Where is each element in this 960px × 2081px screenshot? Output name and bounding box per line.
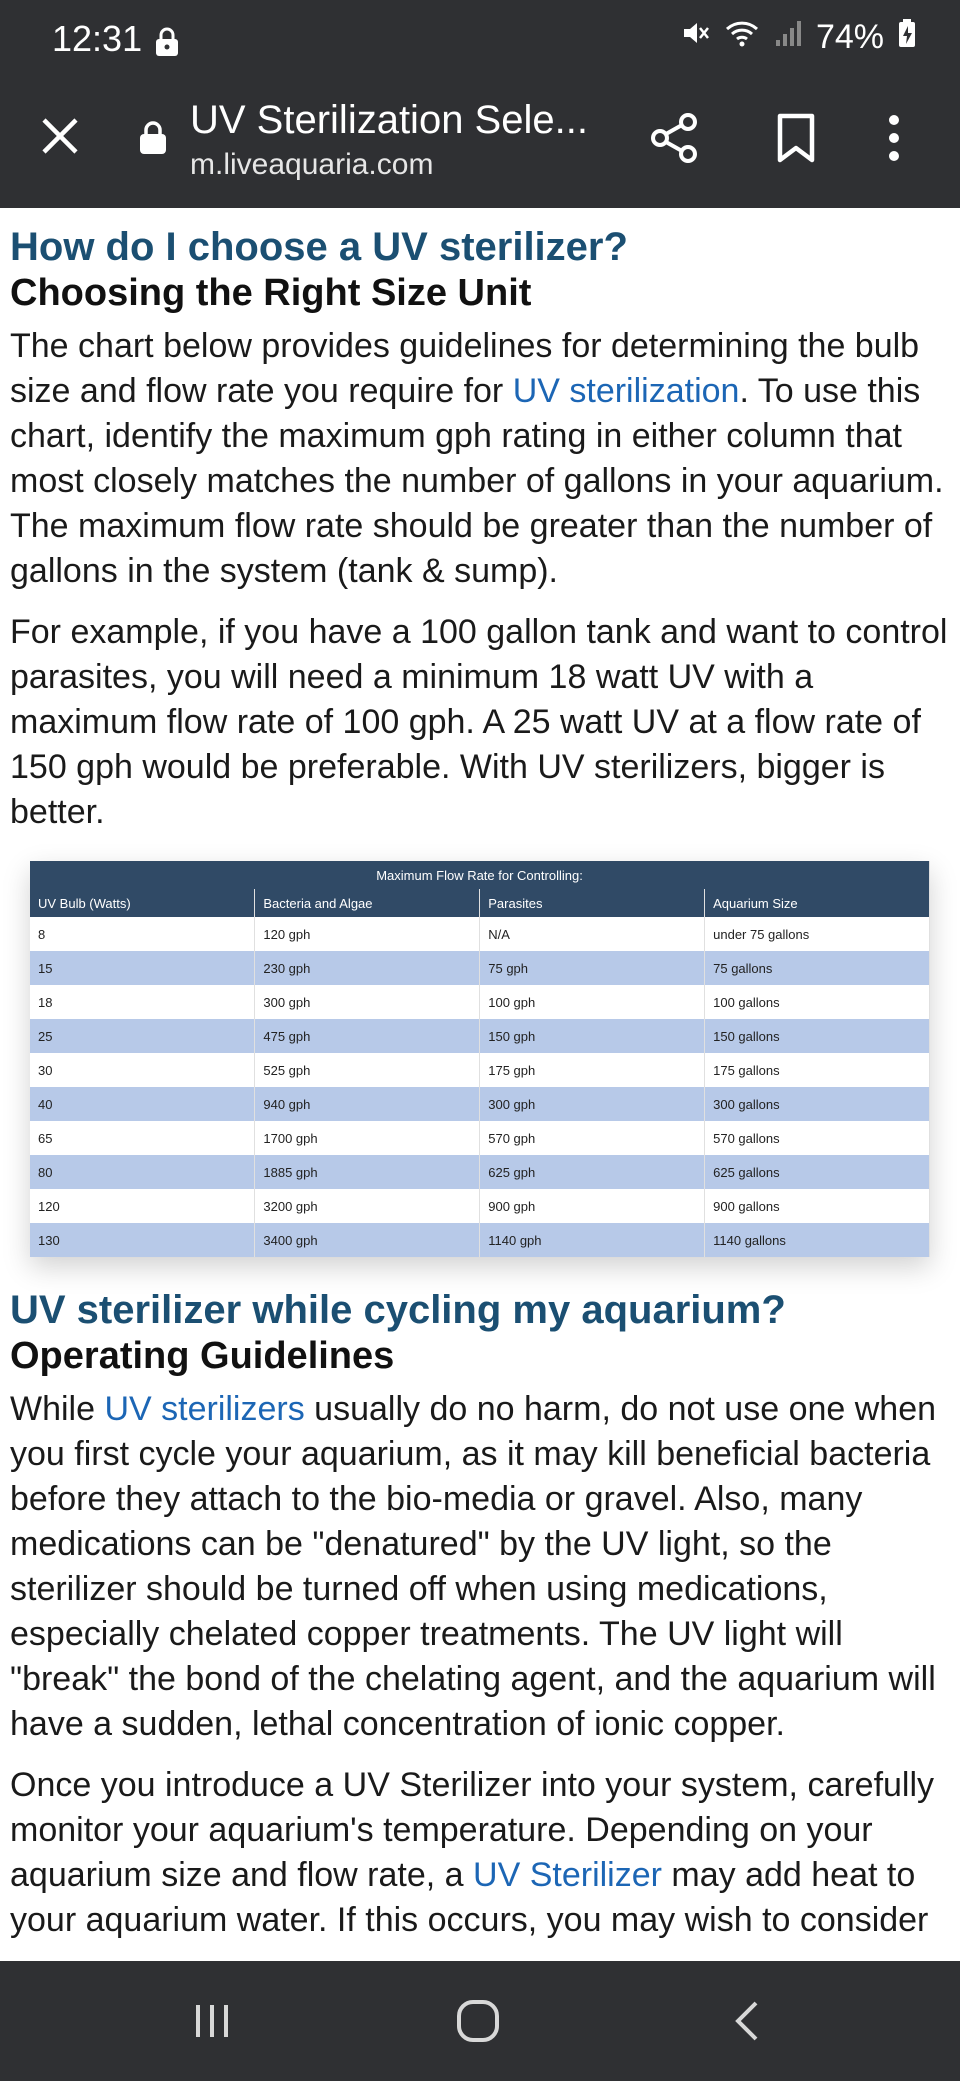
table-cell: 100 gallons (705, 985, 930, 1019)
table-cell: 120 gph (255, 917, 480, 951)
table-cell: 300 gallons (705, 1087, 930, 1121)
table-cell: 30 (30, 1053, 255, 1087)
column-header: Bacteria and Algae (255, 889, 480, 917)
paragraph-chart-intro: The chart below provides guidelines for determining the bulb size and flow rate you require for UV sterilization. To use this chart, identify the maximum gph rating in either column that most closely matches the number of gallons in your aquarium. The maximum flow rate should be greater than the number of gallons in the system (tank & sump). (10, 327, 944, 590)
more-icon[interactable] (884, 112, 904, 169)
table-row (30, 1087, 930, 1121)
table-cell: 150 gph (480, 1019, 705, 1053)
column-header: UV Bulb (Watts) (30, 889, 255, 917)
table-cell: 900 gph (480, 1189, 705, 1223)
table-cell: 3400 gph (255, 1223, 480, 1257)
table-cell: 1885 gph (255, 1155, 480, 1189)
page-content (10, 208, 950, 1959)
status-indicators (680, 18, 916, 57)
table-cell: 150 gallons (705, 1019, 930, 1053)
wifi-icon (724, 18, 760, 57)
close-icon[interactable] (40, 116, 80, 156)
table-cell: 1700 gph (255, 1121, 480, 1155)
back-icon[interactable] (732, 1999, 762, 2048)
table-cell: 525 gph (255, 1053, 480, 1087)
table-cell: 625 gallons (705, 1155, 930, 1189)
table-cell: 65 (30, 1121, 255, 1155)
table-row (30, 1189, 930, 1223)
table-row (30, 1155, 930, 1189)
table-cell: 570 gph (480, 1121, 705, 1155)
browser-toolbar (0, 84, 960, 208)
lock-icon[interactable] (138, 120, 168, 161)
column-header: Parasites (480, 889, 705, 917)
table-cell: under 75 gallons (705, 917, 930, 951)
table-row (30, 1053, 930, 1087)
paragraph-temperature: Once you introduce a UV Sterilizer into your system, carefully monitor your aquarium's temperature. Depending on your aquarium size and flow rate, a UV Sterilizer may add heat to your aquarium water. If this occurs, you may wish to consider (10, 1766, 935, 1939)
table-row (30, 1019, 930, 1053)
table-row (30, 951, 930, 985)
page-title[interactable]: UV Sterilization Sele... (190, 98, 588, 142)
table-cell: 120 (30, 1189, 255, 1223)
mute-icon (680, 18, 710, 57)
section-heading-choose: How do I choose a UV sterilizer? (10, 225, 628, 269)
table-cell: 1140 gph (480, 1223, 705, 1257)
table-cell: 25 (30, 1019, 255, 1053)
table-cell: 130 (30, 1223, 255, 1257)
bookmark-icon[interactable] (774, 112, 818, 169)
table-cell: 230 gph (255, 951, 480, 985)
system-nav-bar (0, 1961, 960, 2081)
column-header: Aquarium Size (705, 889, 930, 917)
paragraph-example: For example, if you have a 100 gallon tank and want to control parasites, you will need a minimum 18 watt UV with a maximum flow rate of 100 gph. A 25 watt UV at a flow rate of 150 gph would be preferable. With UV sterilizers, bigger is better. (10, 613, 948, 831)
home-icon[interactable] (456, 1999, 500, 2048)
table-caption: Maximum Flow Rate for Controlling: (30, 861, 930, 889)
table-cell: 475 gph (255, 1019, 480, 1053)
table-cell: 100 gph (480, 985, 705, 1019)
table-cell: 15 (30, 951, 255, 985)
table-cell: 175 gph (480, 1053, 705, 1087)
table-cell: 625 gph (480, 1155, 705, 1189)
uv-sterilizer-link[interactable]: UV Sterilizer (473, 1856, 662, 1894)
table-row (30, 1121, 930, 1155)
table-cell: 40 (30, 1087, 255, 1121)
table-cell: 75 gallons (705, 951, 930, 985)
table-cell: N/A (480, 917, 705, 951)
share-icon[interactable] (648, 112, 700, 169)
lock-icon (154, 26, 180, 63)
status-time: 12:31 (52, 18, 143, 59)
battery-icon (898, 18, 916, 57)
table-cell: 300 gph (255, 985, 480, 1019)
uv-sterilizers-link[interactable]: UV sterilizers (104, 1390, 305, 1428)
table-cell: 3200 gph (255, 1189, 480, 1223)
table-cell: 300 gph (480, 1087, 705, 1121)
uv-sterilization-link[interactable]: UV sterilization (512, 372, 740, 410)
table-row (30, 985, 930, 1019)
signal-icon (774, 18, 802, 57)
table-header-row (30, 889, 930, 917)
battery-percent: 74% (815, 18, 884, 56)
table-cell: 175 gallons (705, 1053, 930, 1087)
table-cell: 80 (30, 1155, 255, 1189)
table-cell: 75 gph (480, 951, 705, 985)
status-bar (0, 0, 960, 84)
table-cell: 18 (30, 985, 255, 1019)
table-cell: 570 gallons (705, 1121, 930, 1155)
table-cell: 940 gph (255, 1087, 480, 1121)
recents-icon[interactable] (192, 2001, 232, 2046)
table-cell: 1140 gallons (705, 1223, 930, 1257)
paragraph-cycling: While UV sterilizers usually do no harm, do not use one when you first cycle your aquarium, as it may kill beneficial bacteria before they attach to the bio-media or gravel. Also, many medications can be "denatured" by the UV light, so the sterilizer should be turned off when using medications, especially chelated copper treatments. The UV light will "break" the bond of the chelating agent, and the aquarium will have a sudden, lethal concentration of ionic copper. (10, 1390, 937, 1743)
table-row (30, 1223, 930, 1257)
section-subheading-operating: Operating Guidelines (10, 1335, 395, 1377)
section-subheading-size: Choosing the Right Size Unit (10, 272, 532, 314)
flow-rate-table (30, 861, 930, 1257)
table-cell: 8 (30, 917, 255, 951)
table-cell: 900 gallons (705, 1189, 930, 1223)
section-heading-cycling: UV sterilizer while cycling my aquarium? (10, 1288, 786, 1332)
page-url[interactable]: m.liveaquaria.com (190, 148, 434, 181)
table-row (30, 917, 930, 951)
